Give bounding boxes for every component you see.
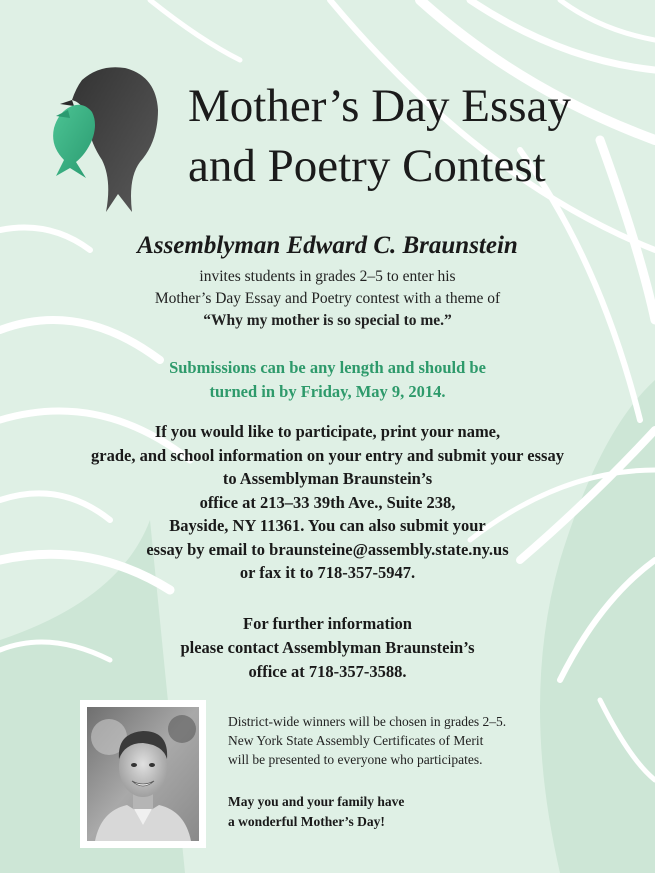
title-line-1: Mother’s Day Essay [188,80,571,132]
contact-phone-line: office at 718-357-3588. [248,662,407,681]
submission-deadline [0,356,655,404]
deadline-line-1: Submissions can be any length and should be [169,358,486,377]
contest-theme: “Why my mother is so special to me.” [203,312,452,329]
closing-wishes [228,792,628,832]
instructions-line: office at 213–33 39th Ave., Suite 238, [199,492,456,512]
host-name: Assemblyman Edward C. Braunstein [137,232,518,259]
invite-line-2: Mother’s Day Essay and Poetry contest with a theme of [154,290,501,307]
title-line-2: and Poetry Contest [188,140,546,192]
contact-info [0,612,655,684]
page-title [188,76,638,196]
wishes-line: May you and your family have [228,794,405,809]
instructions-line: grade, and school information on your entry and submit your essay [91,445,564,465]
contact-line: For further information [243,614,412,633]
birds-icon [30,62,165,222]
instructions-email-line: essay by email to braunsteine@assembly.state.ny.us [146,539,509,559]
winners-line: will be presented to everyone who participates. [228,752,483,767]
winners-line: District-wide winners will be chosen in grades 2–5. [228,714,507,729]
invitation-text [0,266,655,332]
instructions-line: If you would like to participate, print your name, [154,422,501,441]
instructions-fax-line: or fax it to 718-357-5947. [239,563,416,582]
contact-line: please contact Assemblyman Braunstein’s [180,638,475,657]
instructions-line: Bayside, NY 11361. You can also submit your [169,516,486,535]
wishes-line: a wonderful Mother’s Day! [228,814,385,829]
assemblyman-photo [80,700,206,848]
invite-line-1: invites students in grades 2–5 to enter his [199,268,456,285]
submission-instructions [0,420,655,585]
winners-note [228,712,628,769]
deadline-line-2: turned in by Friday, May 9, 2014. [209,382,446,401]
portrait-icon [87,707,199,841]
winners-line: New York State Assembly Certificates of Merit [228,733,484,748]
instructions-line: to Assemblyman Braunstein’s [222,469,433,488]
